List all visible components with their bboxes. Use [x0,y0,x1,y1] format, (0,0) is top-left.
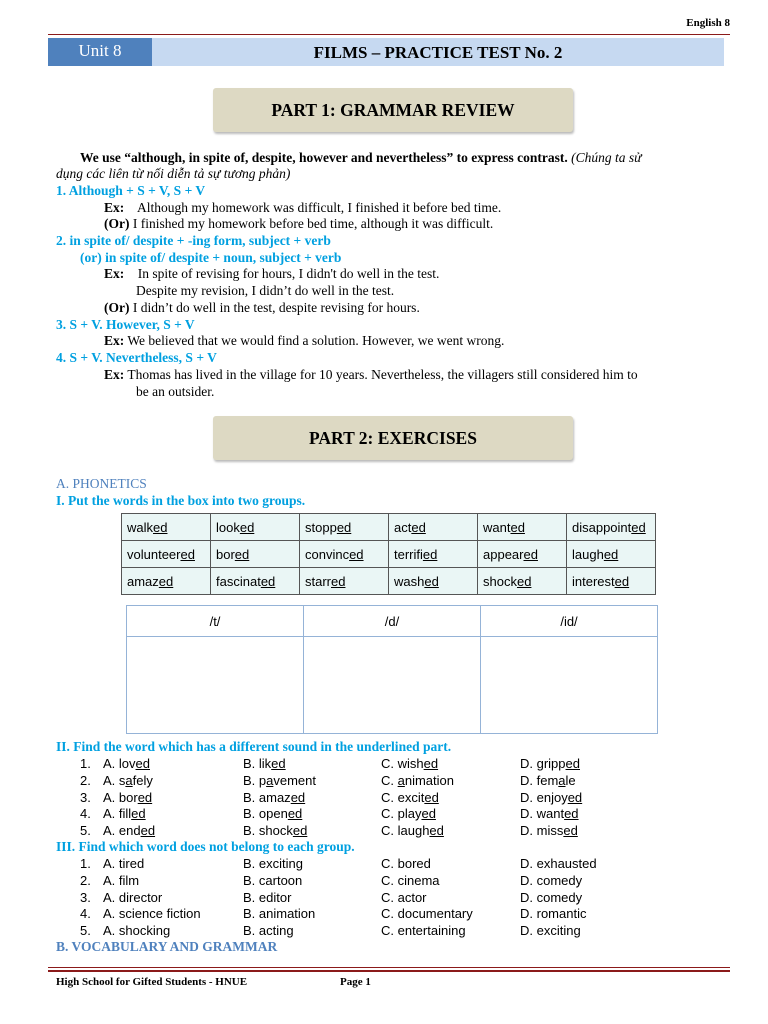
rule-1-example: Ex: Although my homework was difficult, I finished it before bed time. [104,200,502,215]
item-number: 5. [80,823,91,839]
option-d[interactable]: D. comedy [520,872,583,888]
group-header-id: /id/ [481,606,658,637]
page-title: FILMS – PRACTICE TEST No. 2 [313,43,563,62]
groups-table [126,605,658,734]
rule-2-example-2: Despite my revision, I didn’t do well in the test. [136,283,395,298]
footer-school: High School for Gifted Students - HNUE [56,976,248,988]
option-c[interactable]: C. cinema [381,872,440,888]
word-cell: washed [389,568,478,595]
rule-2b: (or) in spite of/ despite + noun, subject + verb [80,250,342,265]
option-b[interactable]: B. amazed [243,789,306,805]
option-b[interactable]: B. cartoon [243,872,303,888]
option-a[interactable]: A. science fiction [103,906,201,922]
option-a[interactable]: A. ended [103,823,156,839]
word-cell: convinced [300,541,389,568]
rule-1: 1. Although + S + V, S + V [56,183,206,198]
option-b[interactable]: B. shocked [243,823,308,839]
item-number: 2. [80,872,91,888]
option-b[interactable]: B. opened [243,806,303,822]
rule-2a: 2. in spite of/ despite + -ing form, subject + verb [56,233,331,248]
rule-2-or: (Or) I didn’t do well in the test, despite revising for hours. [104,300,420,315]
option-c[interactable]: C. wished [381,756,439,771]
option-c[interactable]: C. laughed [381,823,444,839]
bottom-rule-thick [48,970,730,972]
option-a[interactable]: A. film [103,872,140,888]
exercise-3-heading: III. Find which word does not belong to each group. [56,839,355,854]
option-c[interactable]: C. played [381,806,436,822]
option-a[interactable]: A. filled [103,806,146,822]
item-number: 2. [80,772,91,788]
option-c[interactable]: C. excited [381,789,439,805]
word-cell: walked [122,514,211,541]
word-cell: fascinated [211,568,300,595]
option-d[interactable]: D. romantic [520,906,587,922]
option-c[interactable]: C. animation [381,772,454,788]
footer-page: Page 1 [340,976,371,988]
section-b-heading: B. VOCABULARY AND GRAMMAR [56,939,278,954]
rule-4: 4. S + V. Nevertheless, S + V [56,350,217,365]
rule-4-example-2: be an outsider. [136,384,215,399]
option-a[interactable]: A. safely [103,772,153,788]
option-b[interactable]: B. liked [243,756,286,771]
word-cell: laughed [567,541,656,568]
word-cell: disappointed [567,514,656,541]
exercise-1-heading: I. Put the words in the box into two groups. [56,493,306,508]
top-rule [48,34,730,35]
option-d[interactable]: D. enjoyed [520,789,583,805]
option-a[interactable]: A. loved [103,756,150,771]
word-cell: shocked [478,568,567,595]
item-number: 1. [80,756,91,771]
item-number: 3. [80,889,91,905]
rule-1-or: (Or) I finished my homework before bed time, although it was difficult. [104,216,494,231]
bottom-rule [48,967,730,968]
exercise-2-heading: II. Find the word which has a different sound in the underlined part. [56,739,452,754]
word-cell: wanted [478,514,567,541]
word-box [121,513,656,595]
intro-line-2: dụng các liên từ nối diễn tả sự tương phản) [56,166,291,181]
part2-title: PART 2: EXERCISES [213,416,573,460]
option-a[interactable]: A. bored [103,789,153,805]
section-a-heading: A. PHONETICS [56,476,147,491]
option-b[interactable]: B. exciting [243,856,303,871]
group-header-t: /t/ [127,606,304,637]
word-row [122,568,656,595]
option-a[interactable]: A. tired [103,856,145,871]
option-b[interactable]: B. editor [243,889,292,905]
option-d[interactable]: D. exciting [520,923,581,939]
word-cell: appeared [478,541,567,568]
item-number: 4. [80,806,91,822]
group-cell-d[interactable] [304,637,481,734]
option-c[interactable]: C. bored [381,856,431,871]
part1-title: PART 1: GRAMMAR REVIEW [213,88,573,132]
word-cell: looked [211,514,300,541]
option-c[interactable]: C. entertaining [381,923,466,939]
option-d[interactable]: D. wanted [520,806,579,822]
word-cell: stopped [300,514,389,541]
option-d[interactable]: D. exhausted [520,856,597,871]
option-b[interactable]: B. pavement [243,772,316,788]
option-c[interactable]: C. actor [381,889,427,905]
word-row [122,514,656,541]
word-cell: terrified [389,541,478,568]
unit-badge: Unit 8 [48,38,152,66]
group-cell-t[interactable] [127,637,304,734]
word-cell: interested [567,568,656,595]
rule-3-example: Ex: We believed that we would find a solution. However, we went wrong. [104,333,505,348]
word-row [122,541,656,568]
option-c[interactable]: C. documentary [381,906,473,922]
rule-3: 3. S + V. However, S + V [56,317,195,332]
option-d[interactable]: D. gripped [520,756,580,771]
option-d[interactable]: D. comedy [520,889,583,905]
item-number: 1. [80,856,91,871]
item-number: 4. [80,906,91,922]
rule-4-example: Ex: Thomas has lived in the village for 10 years. Nevertheless, the villagers still considered him to [104,367,638,382]
item-number: 5. [80,923,91,939]
option-d[interactable]: D. missed [520,823,578,839]
word-cell: volunteered [122,541,211,568]
subject-label: English 8 [686,17,730,29]
group-cell-id[interactable] [481,637,658,734]
rule-2-example: Ex: In spite of revising for hours, I didn't do well in the test. [104,266,440,281]
word-cell: bored [211,541,300,568]
option-d[interactable]: D. female [520,772,576,788]
group-header-d: /d/ [304,606,481,637]
word-cell: amazed [122,568,211,595]
option-a[interactable]: A. director [103,889,163,905]
option-a[interactable]: A. shocking [103,923,171,939]
word-cell: starred [300,568,389,595]
option-b[interactable]: B. acting [243,923,294,939]
word-cell: acted [389,514,478,541]
intro-line: We use “although, in spite of, despite, however and nevertheless” to express contrast. (Chúng ta sử [80,150,642,165]
option-b[interactable]: B. animation [243,906,316,922]
item-number: 3. [80,789,91,805]
